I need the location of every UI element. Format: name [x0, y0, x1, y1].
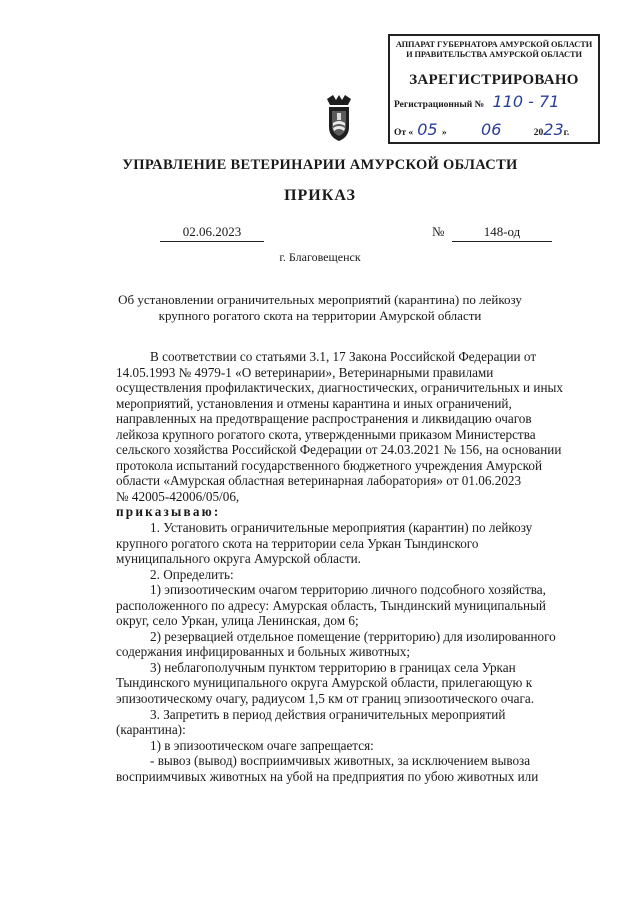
- order-directive: приказываю:: [116, 504, 221, 520]
- body-line: 1) эпизоотическим очагом территорию личного подсобного хозяйства,: [150, 582, 546, 598]
- stamp-year-prefix: 20: [533, 128, 544, 138]
- body-line: содержания инфицированных и больных животных;: [116, 644, 411, 660]
- body-line: В соответствии со статьями 3.1, 17 Закона Российской Федерации от: [150, 349, 537, 364]
- body-line: лейкоза крупного рогатого скота, утвержденными приказом Министерства: [116, 426, 536, 442]
- body-line: области «Амурская областная ветеринарная лаборатория» от 01.06.2023: [116, 473, 522, 489]
- stamp-registered-label: ЗАРЕГИСТРИРОВАНО: [409, 72, 579, 88]
- body-line: расположенного по адресу: Амурская область, Тындинский муниципальный: [116, 597, 546, 613]
- stamp-date-line: [394, 120, 569, 139]
- stamp-day-close: »: [441, 128, 447, 138]
- stamp-org-line1: АППАРАТ ГУБЕРНАТОРА АМУРСКОЙ ОБЛАСТИ: [395, 40, 593, 49]
- order-date: 02.06.2023: [160, 224, 264, 242]
- stamp-reg-number-line: [394, 92, 559, 111]
- registration-stamp: [388, 34, 600, 144]
- body-line: осуществления профилактических, диагностических, ограничительных и иных: [116, 380, 563, 396]
- body-line: 2. Определить:: [150, 566, 234, 582]
- subject-line: Об установлении ограничительных мероприятий (карантина) по лейкозу: [118, 292, 522, 307]
- body-line: крупного рогатого скота на территории села Уркан Тындинского: [116, 535, 479, 551]
- body-line: округ, село Уркан, улица Ленинская, дом 6;: [116, 613, 359, 629]
- body-line: мероприятий, установления и отмены карантина и иных ограничений,: [116, 395, 512, 411]
- coat-of-arms-icon: [323, 93, 355, 143]
- body-line: 3. Запретить в период действия ограничительных мероприятий: [150, 706, 506, 722]
- stamp-reg-number-value: 110 - 71: [492, 92, 560, 111]
- body-line: 1. Установить ограничительные мероприятия (карантин) по лейкозу: [150, 520, 533, 536]
- order-number-sign: №: [432, 224, 445, 239]
- body-line: - вывоз (вывод) восприимчивых животных, за исключением вывоза: [150, 753, 531, 769]
- stamp-organization: [390, 40, 598, 60]
- body-line: протокола испытаний государственного бюджетного учреждения Амурской: [116, 457, 543, 473]
- body-line: № 42005-42006/05/06,: [116, 488, 240, 504]
- order-body: [116, 349, 600, 784]
- body-line: 3) неблагополучным пунктом территорию в границах села Уркан: [150, 659, 516, 675]
- stamp-month: 06: [481, 120, 502, 139]
- stamp-year-end: г.: [563, 128, 570, 138]
- body-line: (карантина):: [116, 722, 186, 738]
- body-line: эпизоотическому очагу, радиусом 1,5 км от границ эпизоотического очага.: [116, 691, 535, 707]
- stamp-date-from: От «: [394, 128, 414, 138]
- body-line: Тындинского муниципального округа Амурской области, прилегающую к: [116, 675, 533, 691]
- body-line: 2) резервацией отдельное помещение (территорию) для изолированного: [150, 628, 556, 644]
- body-line: сельского хозяйства Российской Федерации от 24.03.2021 № 156, на основании: [116, 442, 562, 458]
- body-line: восприимчивых животных на убой на предприятия по убою животных или: [116, 768, 539, 784]
- order-number: 148-од: [452, 224, 552, 242]
- order-subject: [0, 292, 640, 324]
- department-name: УПРАВЛЕНИЕ ВЕТЕРИНАРИИ АМУРСКОЙ ОБЛАСТИ: [122, 157, 518, 173]
- stamp-org-line2: И ПРАВИТЕЛЬСТВА АМУРСКОЙ ОБЛАСТИ: [406, 50, 582, 59]
- body-line: 1) в эпизоотическом очаге запрещается:: [150, 737, 374, 753]
- stamp-day: 05: [417, 120, 438, 139]
- stamp-reg-number-label: Регистрационный №: [394, 100, 485, 110]
- document-type: ПРИКАЗ: [284, 187, 356, 204]
- city: г. Благовещенск: [279, 250, 361, 264]
- stamp-year-suffix: 23: [543, 120, 564, 139]
- body-line: муниципального округа Амурской области.: [116, 551, 361, 567]
- body-line: направленных на предотвращение распространения и ликвидацию очагов: [116, 411, 532, 427]
- subject-line: крупного рогатого скота на территории Амурской области: [158, 308, 482, 323]
- body-line: 14.05.1993 № 4979-1 «О ветеринарии», Ветеринарными правилами: [116, 364, 494, 380]
